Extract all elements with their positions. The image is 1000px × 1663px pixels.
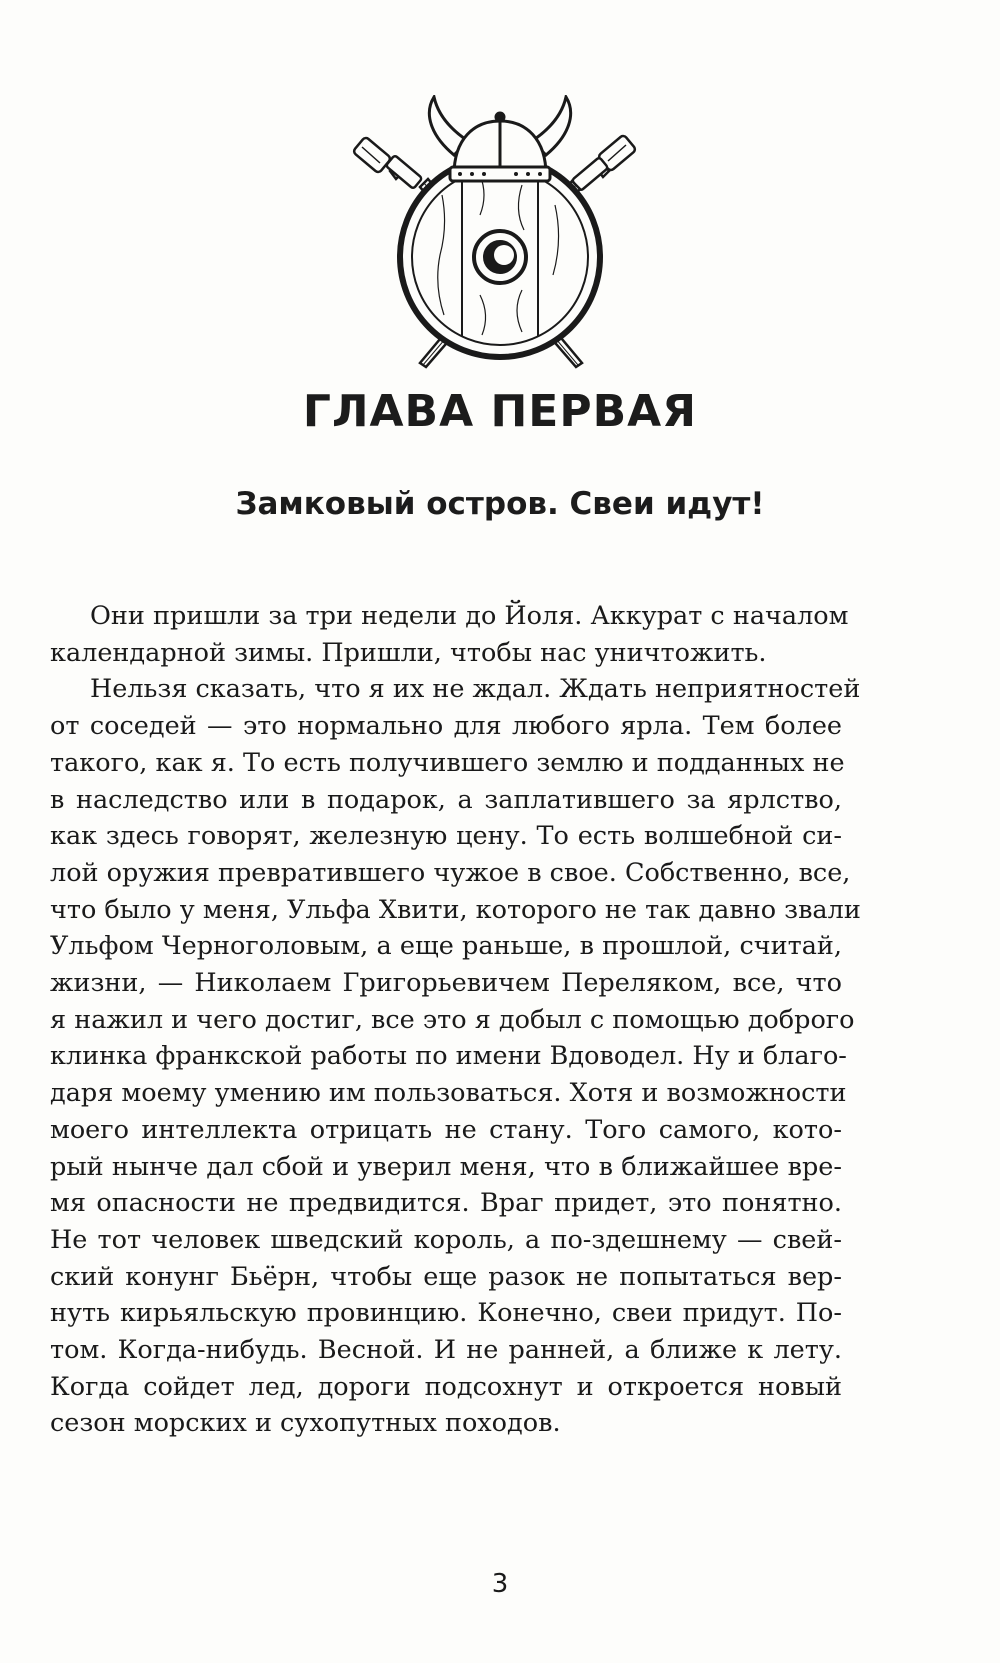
text-line: календарной зимы. Пришли, чтобы нас уничтожить. xyxy=(50,637,767,668)
text-line: как здесь говорят, железную цену. То есть волшебной си- xyxy=(50,821,842,852)
chapter-subtitle: Замковый остров. Свеи идут! xyxy=(235,486,765,522)
text-line: Не тот человек шведский король, а по-здешнему — свей- xyxy=(50,1224,842,1255)
text-line: я нажил и чего достиг, все это я добыл с помощью доброго xyxy=(50,1004,855,1035)
viking-helmet-shield-swords-icon xyxy=(350,95,650,370)
chapter-title: ГЛАВА ПЕРВАЯ xyxy=(302,386,698,437)
text-line: Они пришли за три недели до Йоля. Аккурат с началом xyxy=(90,601,849,631)
page-number: 3 xyxy=(491,1569,509,1599)
viking-helmet-icon xyxy=(450,113,550,181)
text-line: что было у меня, Ульфа Хвити, которого не так давно звали xyxy=(50,894,861,925)
text-line: такого, как я. То есть получившего землю и подданных не xyxy=(50,747,845,778)
text-line: Когда сойдет лед, дороги подсохнут и откроется новый xyxy=(50,1371,842,1402)
text-line: Нельзя сказать, что я их не ждал. Ждать неприятностей xyxy=(90,674,861,705)
round-shield-icon xyxy=(400,157,600,357)
text-line: Ульфом Черноголовым, а еще раньше, в прошлой, считай, xyxy=(50,931,842,962)
text-line: нуть кирьяльскую провинцию. Конечно, свеи придут. По- xyxy=(50,1298,842,1329)
text-line: клинка франкской работы по имени Вдоводел. Ну и благо- xyxy=(50,1041,847,1072)
text-line: сезон морских и сухопутных походов. xyxy=(50,1408,561,1439)
text-line: в наследство или в подарок, а заплатившего за ярлство, xyxy=(50,784,842,815)
text-line: мя опасности не предвидится. Враг придет, это понятно. xyxy=(50,1188,842,1219)
text-line: жизни, — Николаем Григорьевичем Переляком, все, что xyxy=(50,968,842,999)
text-line: ский конунг Бьёрн, чтобы еще разок не попытаться вер- xyxy=(50,1261,842,1292)
text-line: моего интеллекта отрицать не стану. Того самого, кото- xyxy=(50,1114,842,1145)
body-text xyxy=(50,598,861,1442)
text-line: лой оружия превратившего чужое в свое. Собственно, все, xyxy=(50,857,851,888)
text-line: от соседей — это нормально для любого ярла. Тем более xyxy=(50,711,842,742)
text-line: даря моему умению им пользоваться. Хотя и возможности xyxy=(50,1078,847,1109)
text-line: том. Когда-нибудь. Весной. И не ранней, а ближе к лету. xyxy=(50,1335,842,1366)
text-line: рый нынче дал сбой и уверил меня, что в ближайшее вре- xyxy=(50,1151,842,1182)
